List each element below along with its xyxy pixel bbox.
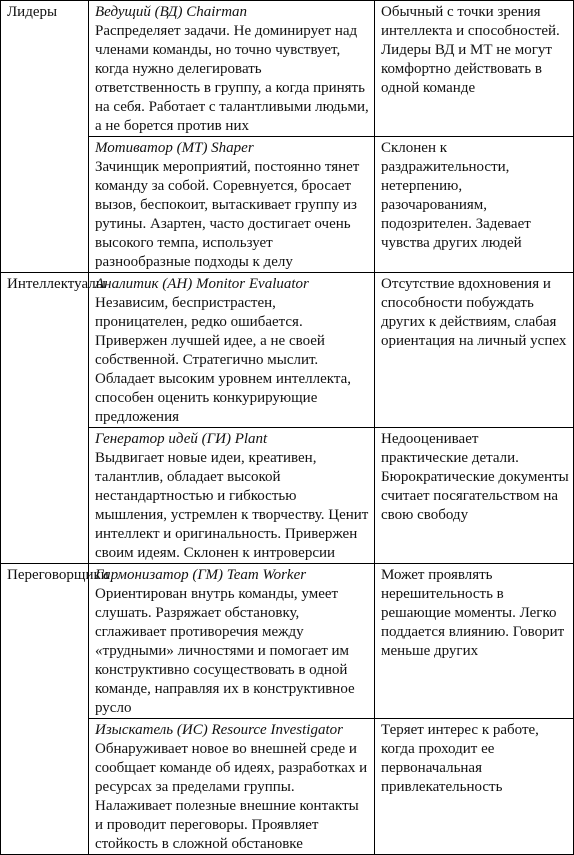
role-title: Изыскатель (ИС) Resource Investigator: [95, 722, 343, 738]
weakness-cell: [375, 273, 574, 428]
role-cell: [89, 137, 375, 273]
role-title: Аналитик (АН) Monitor Evaluator: [95, 276, 309, 292]
role-weakness: Недооценивает практические детали. Бюрократические документы считает посягательством на свою свободу: [381, 431, 569, 523]
weakness-cell: [375, 719, 574, 855]
table-row: [1, 1, 574, 137]
weakness-cell: [375, 137, 574, 273]
role-cell: [89, 564, 375, 719]
role-description: Ориентирован внутрь команды, умеет слушать. Разряжает обстановку, сглаживает противоречия между «трудными» личностями и помогает им конструктивно сосуществовать в одной команде, направляя их в конструктивное русло: [95, 586, 355, 716]
role-description: Обнаруживает новое во внешней среде и сообщает команде об идеях, разработках и ресурсах за пределами группы. Налаживает полезные внешние контакты и проводит переговоры. Проявляет стойкость в сложной обстановке: [95, 741, 368, 852]
role-description: Выдвигает новые идеи, креативен, талантлив, обладает высокой нестандартностью и гибкостью мышления, устремлен к творчеству. Ценит интеллект и оригинальность. Привержен своим идеям. Склонен к интроверсии: [95, 450, 369, 561]
role-description: Распределяет задачи. Не доминирует над членами команды, но точно чувствует, когда нужно делегировать ответственность в группу, а когда принять на себя. Работает с талантливыми людьми, а не борется против них: [95, 23, 369, 134]
table-row: [1, 564, 574, 719]
role-title: Генератор идей (ГИ) Plant: [95, 431, 268, 447]
role-description: Независим, беспристрастен, проницателен, редко ошибается. Привержен лучшей идее, а не своей собственной. Стратегично мыслит. Обладает высоким уровнем интеллекта, способен оценить конкурирующие предложения: [95, 295, 352, 425]
role-weakness: Обычный с точки зрения интеллекта и способностей. Лидеры ВД и МТ не могут комфортно действовать в одной команде: [381, 4, 560, 96]
group-name: Лидеры: [7, 4, 58, 20]
group-name: Интеллектуалы: [7, 276, 106, 292]
weakness-cell: [375, 1, 574, 137]
role-weakness: Теряет интерес к работе, когда проходит ее первоначальная привлекательность: [381, 722, 539, 795]
role-cell: [89, 428, 375, 564]
group-cell-negotiators: [1, 564, 109, 855]
role-weakness: Может проявлять нерешительность в решающие моменты. Легко поддается влиянию. Говорит меньше других: [381, 567, 565, 659]
group-cell-leaders: [1, 1, 89, 273]
role-title: Мотиватор (МТ) Shaper: [95, 140, 254, 156]
role-title: Гармонизатор (ГМ) Team Worker: [95, 567, 307, 583]
role-cell: [89, 1, 375, 137]
role-weakness: Склонен к раздражительности, нетерпению, разочарованиям, подозрителен. Задевает чувства других людей: [381, 140, 531, 251]
table-row: [1, 273, 574, 428]
role-weakness: Отсутствие вдохновения и способности побуждать других к действиям, слабая ориентация на личный успех: [381, 276, 567, 349]
group-name: Переговорщики: [7, 567, 109, 583]
role-description: Зачинщик мероприятий, постоянно тянет команду за собой. Соревнуется, бросает вызов, беспокоит, вытаскивает группу из рутины. Азартен, часто достигает очень высокого темпа, использует разнообразные подходы к делу: [95, 159, 360, 270]
weakness-cell: [375, 564, 574, 719]
group-cell-intellectuals: [1, 273, 106, 564]
role-title: Ведущий (ВД) Chairman: [95, 4, 248, 20]
role-cell: [89, 273, 375, 428]
weakness-cell: [375, 428, 574, 564]
role-cell: [89, 719, 375, 855]
